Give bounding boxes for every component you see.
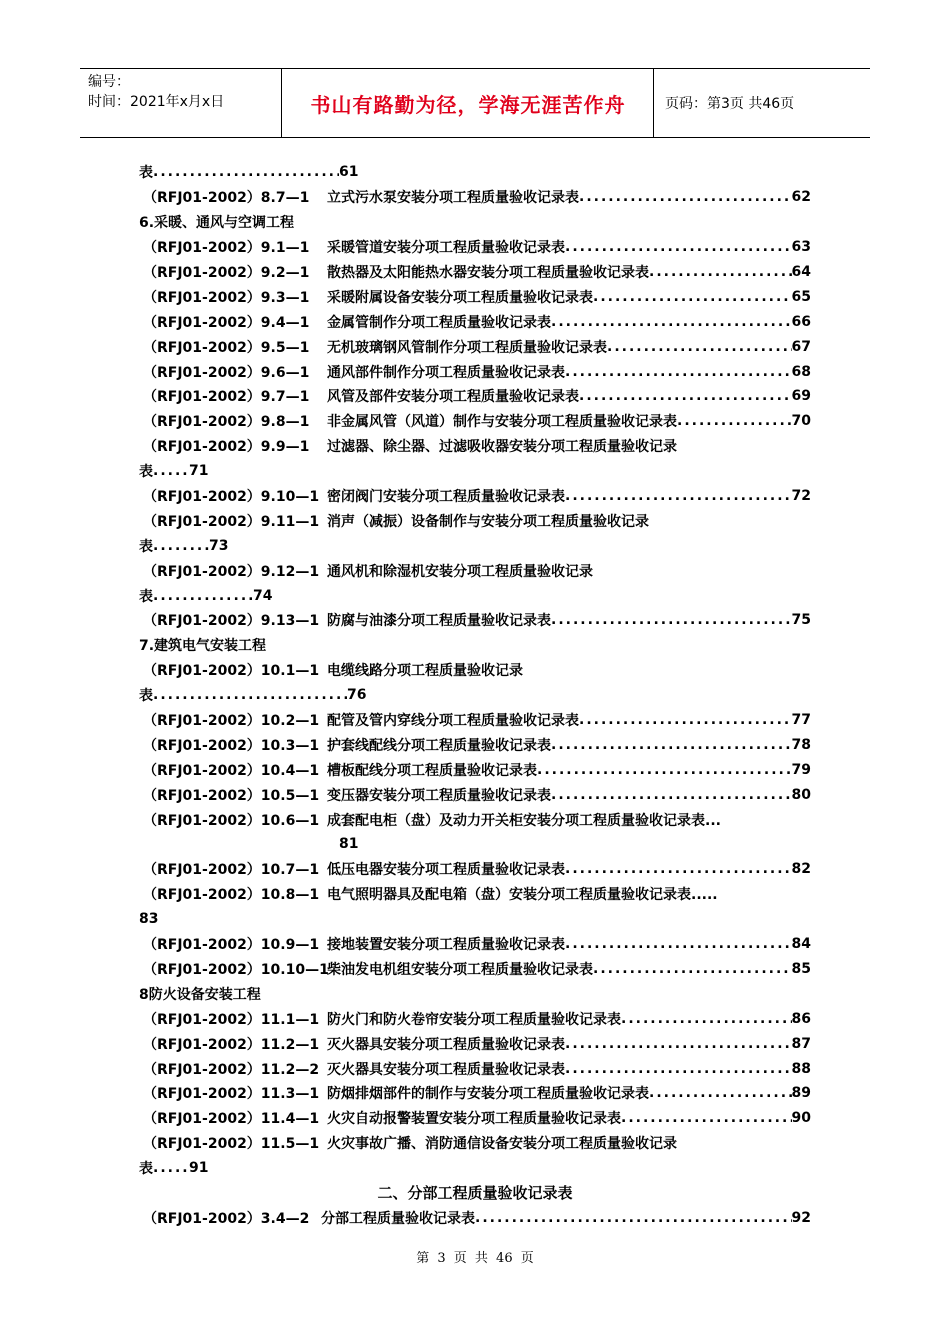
table-of-contents — [139, 160, 811, 1230]
toc-entry[interactable]: （RFJ01-2002）9.9—1 过滤器、除尘器、过滤吸收器安装分项工程质量验收记录 — [143, 439, 677, 456]
page-header — [80, 68, 870, 138]
toc-entry[interactable]: （RFJ01-2002）11.2—1 灭火器具安装分项工程质量验收记录表 ..... 87 — [139, 1031, 811, 1056]
toc-entry[interactable]: （RFJ01-2002）10.7—1 低压电器安装分项工程质量验收记录表 ..... 82 — [139, 857, 811, 882]
toc-entry[interactable]: （RFJ01-2002）10.9—1 接地装置安装分项工程质量验收记录表 ..... 84 — [139, 932, 811, 957]
toc-continuation[interactable]: 表 ..... 91 — [139, 1156, 811, 1181]
toc-entry[interactable]: （RFJ01-2002）10.8—1 电气照明器具及配电箱（盘）安装分项工程质量验收记录表..... — [143, 887, 718, 904]
toc-entry[interactable]: （RFJ01-2002）11.2—2 灭火器具安装分项工程质量验收记录表 ..... 88 — [139, 1056, 811, 1081]
toc-entry[interactable]: （RFJ01-2002）9.13—1 防腐与油漆分项工程质量验收记录表 ..... 75 — [139, 608, 811, 633]
header-page-label: 页码：第3页 共46页 — [665, 96, 795, 112]
toc-entry[interactable]: （RFJ01-2002）9.7—1 风管及部件安装分项工程质量验收记录表 ..... 69 — [139, 384, 811, 409]
toc-page-number: 61 — [339, 164, 359, 181]
toc-entry[interactable]: （RFJ01-2002）9.6—1 通风部件制作分项工程质量验收记录表 ..... 68 — [139, 359, 811, 384]
toc-entry[interactable]: （RFJ01-2002）10.10—1 柴油发电机组安装分项工程质量验收记录表 ..... 85 — [139, 957, 811, 982]
toc-entry[interactable]: （RFJ01-2002）10.2—1 配管及管内穿线分项工程质量验收记录表 ..... 77 — [139, 708, 811, 733]
toc-entry[interactable]: （RFJ01-2002）9.5—1 无机玻璃钢风管制作分项工程质量验收记录表 ..... 67 — [139, 334, 811, 359]
toc-page-number: 62 — [791, 189, 811, 206]
header-meta — [80, 69, 282, 137]
toc-entry[interactable]: （RFJ01-2002）9.10—1 密闭阀门安装分项工程质量验收记录表 ..... 72 — [139, 484, 811, 509]
toc-entry[interactable] — [139, 185, 811, 210]
toc-entry[interactable]: （RFJ01-2002）11.5—1 火灾事故广播、消防通信设备安装分项工程质量验收记录 — [143, 1136, 677, 1153]
toc-code: （RFJ01-2002）8.7—1 — [143, 190, 310, 207]
toc-entry[interactable]: （RFJ01-2002）10.5—1 变压器安装分项工程质量验收记录表 ..... 80 — [139, 782, 811, 807]
toc-entry[interactable]: （RFJ01-2002）9.1—1 采暖管道安装分项工程质量验收记录表 ..... 63 — [139, 235, 811, 260]
toc-entry[interactable]: （RFJ01-2002）10.4—1 槽板配线分项工程质量验收记录表 ..... 79 — [139, 757, 811, 782]
toc-continuation[interactable]: 表 ..... 61 — [139, 160, 811, 185]
toc-section-heading: 7.建筑电气安装工程 — [139, 638, 267, 655]
toc-entry[interactable]: （RFJ01-2002）9.11—1 消声（减振）设备制作与安装分项工程质量验收记录 — [143, 513, 649, 530]
document-number-label: 编号： — [88, 74, 130, 90]
toc-entry[interactable]: （RFJ01-2002）11.3—1 防烟排烟部件的制作与安装分项工程质量验收记录表 ..... 89 — [139, 1081, 811, 1106]
toc-entry[interactable]: （RFJ01-2002）9.4—1 金属管制作分项工程质量验收记录表 ..... 66 — [139, 309, 811, 334]
toc-continuation[interactable]: 表 ..... 73 — [139, 533, 811, 558]
toc-title: 立式污水泵安装分项工程质量验收记录表 — [327, 190, 579, 207]
toc-section-heading: 6.采暖、通风与空调工程 — [139, 215, 295, 232]
toc-entry[interactable]: （RFJ01-2002）11.1—1 防火门和防火卷帘安装分项工程质量验收记录表 ..... 86 — [139, 1006, 811, 1031]
toc-entry[interactable]: （RFJ01-2002）11.4—1 火灾自动报警装置安装分项工程质量验收记录表 ..... 90 — [139, 1106, 811, 1131]
toc-continuation[interactable]: 表 ..... 71 — [139, 459, 811, 484]
toc-entry[interactable]: （RFJ01-2002）10.1—1 电缆线路分项工程质量验收记录 — [143, 663, 523, 680]
toc-entry[interactable]: （RFJ01-2002）10.3—1 护套线配线分项工程质量验收记录表 ..... 78 — [139, 732, 811, 757]
toc-entry[interactable]: （RFJ01-2002）10.6—1 成套配电柜（盘）及动力开关柜安装分项工程质量验收记录表... — [143, 812, 721, 829]
toc-entry[interactable]: （RFJ01-2002）3.4—2 分部工程质量验收记录表 ..... 92 — [139, 1205, 811, 1230]
toc-section-heading: 8防火设备安装工程 — [139, 986, 261, 1003]
header-motto: 书山有路勤为径，学海无涯苦作舟 — [283, 69, 654, 137]
toc-entry[interactable]: （RFJ01-2002）9.8—1 非金属风管（风道）制作与安装分项工程质量验收记录表 ..... 70 — [139, 409, 811, 434]
toc-continuation[interactable]: 81 — [339, 836, 359, 853]
document-date-label: 时间：2021年x月x日 — [88, 94, 225, 110]
toc-continuation[interactable]: 83 — [139, 911, 159, 928]
toc-entry[interactable]: （RFJ01-2002）9.3—1 采暖附属设备安装分项工程质量验收记录表 ..... 65 — [139, 284, 811, 309]
toc-chapter-heading: 二、分部工程质量验收记录表 — [377, 1184, 573, 1203]
toc-entry[interactable]: （RFJ01-2002）9.2—1 散热器及太阳能热水器安装分项工程质量验收记录表 ..... 64 — [139, 260, 811, 285]
toc-entry[interactable]: （RFJ01-2002）9.12—1 通风机和除湿机安装分项工程质量验收记录 — [143, 563, 593, 580]
toc-continuation[interactable]: 表 ..... 74 — [139, 583, 811, 608]
page-footer: 第 3 页 共 46 页 — [416, 1251, 534, 1266]
toc-continuation[interactable]: 表 ..... 76 — [139, 683, 811, 708]
